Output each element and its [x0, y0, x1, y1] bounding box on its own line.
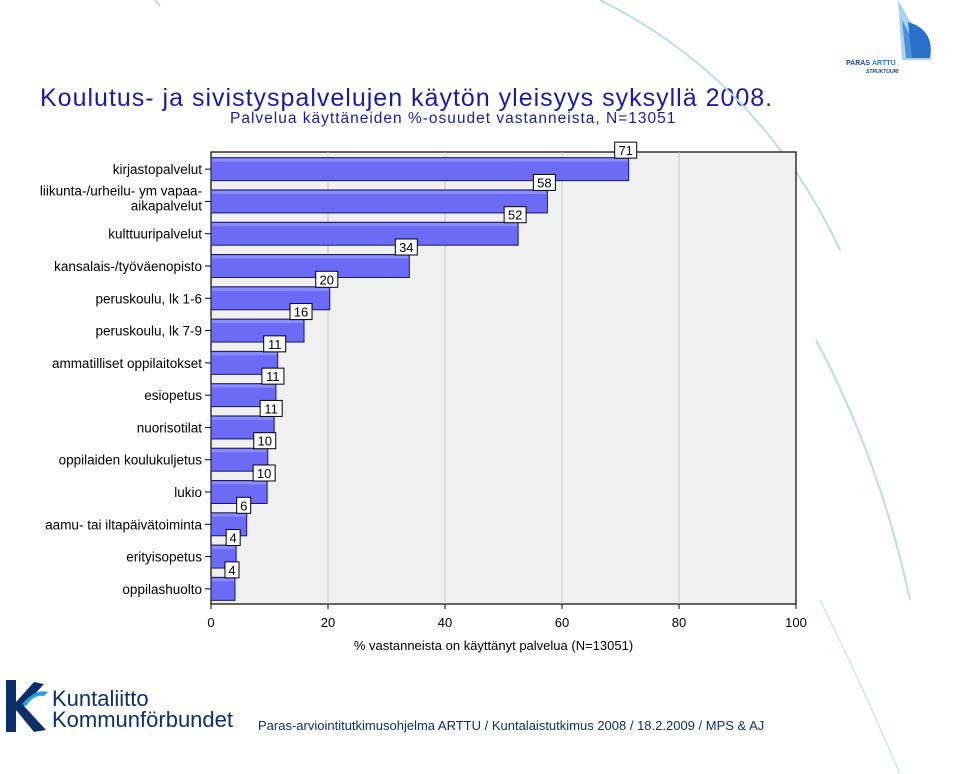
x-tick-label: 0	[207, 615, 215, 630]
category-label: lukio	[174, 485, 202, 500]
x-tick-label: 40	[437, 615, 453, 630]
category-label: aikapalvelut	[130, 198, 202, 214]
category-label: nuorisotilat	[136, 420, 202, 436]
page-subtitle: Palvelua käyttäneiden %-osuudet vastanneista, N=13051	[230, 110, 677, 127]
value-label: 20	[319, 272, 334, 288]
bar-highlight	[212, 352, 277, 355]
value-label: 4	[228, 562, 236, 578]
value-label: 16	[293, 304, 309, 320]
x-tick-label: 80	[671, 615, 687, 630]
category-label: erityisopetus	[126, 549, 202, 565]
value-label: 4	[229, 530, 237, 546]
value-label: 11	[266, 369, 280, 385]
x-tick-label: 20	[320, 615, 336, 630]
kuntaliitto-name: Kuntaliitto	[52, 686, 149, 711]
category-label: kansalais-/työväenopisto	[54, 259, 202, 274]
value-label: 11	[264, 401, 278, 417]
category-label: esiopetus	[144, 388, 202, 404]
x-tick-label: 100	[785, 615, 807, 630]
bar-highlight	[212, 320, 303, 323]
bar-highlight	[212, 159, 628, 162]
kuntaliitto-k-icon	[4, 678, 50, 734]
value-label: 10	[256, 466, 272, 481]
value-label: 71	[618, 143, 633, 159]
category-label: oppilashuolto	[122, 581, 202, 597]
page-title: Koulutus- ja sivistyspalvelujen käytön yleisyys syksyllä 2008.	[40, 84, 774, 112]
arttu-label: ARTTU	[871, 60, 896, 67]
bar-highlight	[212, 288, 329, 291]
value-label: 6	[240, 498, 248, 514]
value-label: 34	[399, 240, 414, 255]
category-label: kirjastopalvelut	[112, 162, 202, 178]
category-label: liikunta-/urheilu- ym vapaa-	[39, 183, 202, 199]
struktuuri-label: STRUKTUURI	[866, 69, 899, 75]
paras-label: PARAS	[846, 60, 870, 67]
category-label: peruskoulu, lk 7-9	[95, 323, 202, 339]
category-label: ammatilliset oppilaitokset	[51, 355, 202, 371]
category-label: peruskoulu, lk 1-6	[95, 291, 202, 307]
x-tick-label: 60	[554, 615, 570, 630]
bar-highlight	[212, 223, 517, 226]
category-label: oppilaiden koulukuljetus	[58, 452, 202, 468]
bar-highlight	[212, 256, 408, 259]
category-label: kulttuuripalvelut	[108, 226, 202, 242]
plot-area	[211, 152, 796, 604]
kommunforbundet-name: Kommunförbundet	[52, 707, 233, 732]
bar-highlight	[212, 191, 546, 194]
value-label: 58	[537, 175, 552, 191]
bar-highlight	[212, 546, 235, 549]
bar-highlight	[212, 385, 275, 388]
value-label: 11	[267, 336, 282, 352]
bar-highlight	[212, 417, 273, 420]
bar-highlight	[212, 578, 234, 581]
bar-highlight	[212, 449, 267, 452]
value-label: 10	[257, 433, 272, 449]
value-label: 52	[507, 207, 523, 223]
footer-text: Paras-arviointitutkimusohjelma ARTTU / Kuntalaistutkimus 2008 / 18.2.2009 / MPS & AJ	[258, 718, 765, 733]
kuntaliitto-logo-text	[52, 688, 233, 730]
bar-highlight	[212, 514, 246, 517]
category-label: aamu- tai iltapäivätoiminta	[45, 517, 202, 533]
bar-highlight	[212, 482, 266, 485]
x-axis-title: % vastanneista on käyttänyt palvelua (N=13051)	[353, 638, 634, 653]
